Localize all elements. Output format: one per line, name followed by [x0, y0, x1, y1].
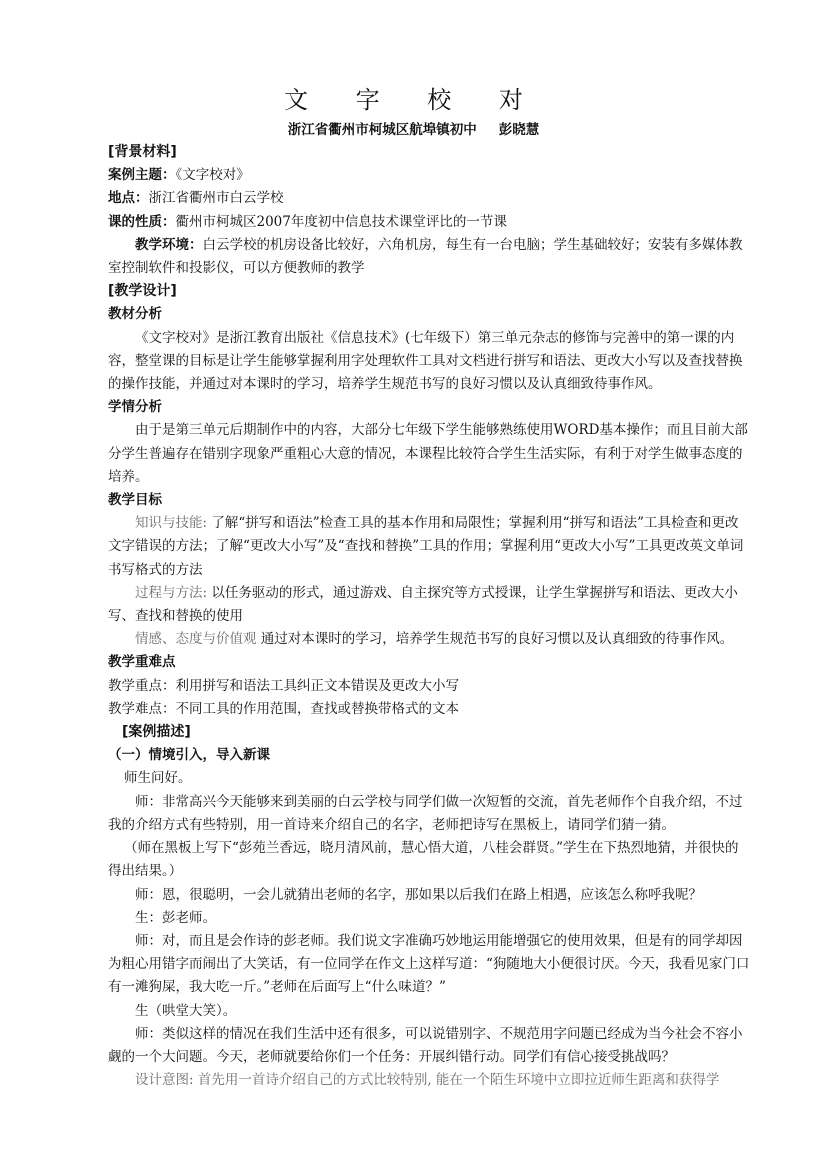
knowledge-paragraph [108, 512, 750, 582]
material-heading: 教材分析 [108, 306, 162, 323]
case-line: 师生问好。 [124, 770, 192, 787]
author-line [0, 118, 827, 138]
theme-label: 案例主题： [108, 167, 176, 184]
section-heading-case: [案例描述] [122, 724, 191, 741]
case-line: 生：彭老师。 [135, 909, 216, 926]
goals-heading: 教学目标 [108, 492, 162, 509]
theme-line [108, 164, 750, 187]
case-line: 生（哄堂大笑）。 [135, 1002, 237, 1019]
case-line: （师在黑板上写下“彭苑兰香远，晓月清风前，慧心悟大道，八桂会群贤。”学生在下热烈地猜，并很快的得出结果。） [108, 840, 739, 880]
emotion-text: 通过对本课时的学习，培养学生规范书写的良好习惯以及认真细致的待事作风。 [260, 631, 734, 648]
part1-heading: （一）情境引入，导入新课 [108, 747, 270, 764]
nature-line [108, 211, 750, 234]
student-heading: 学情分析 [108, 399, 162, 416]
key-point: 教学重点：利用拼写和语法工具纠正文本错误及更改大小写 [108, 677, 459, 694]
material-paragraph: 《文字校对》是浙江教育出版社《信息技术》(七年级下）第三单元杂志的修饰与完善中的第一课的内容，整堂课的目标是让学生能够掌握利用字处理软件工具对文档进行拼写和语法、更改大小写以及查找替换的操作技能，并通过对本课时的学习，培养学生规范书写的良好习惯以及认真细致待事作风。 [108, 329, 743, 393]
key-heading: 教学重难点 [108, 654, 176, 671]
knowledge-text: 了解“拼写和语法”检查工具的基本作用和局限性；掌握利用“拼写和语法”工具检查和更改文字错误的方法；了解“更改大小写”及“查找和替换”工具的作用；掌握利用“更改大小写”工具更改英文单词书写格式的方法 [108, 515, 744, 578]
nature-value: 衢州市柯城区2007年度初中信息技术课堂评比的一节课 [175, 213, 507, 230]
nature-label: 课的性质： [108, 213, 176, 230]
author-school: 浙江省衢州市柯城区航埠镇初中 [287, 122, 477, 138]
student-paragraph: 由于是第三单元后期制作中的内容，大部分七年级下学生能够熟练使用WORD基本操作；而且目前大部分学生普遍存在错别字现象严重粗心大意的情况，本课程比较符合学生生活实际，有利于对学生做事态度的培养。 [108, 422, 748, 485]
case-line: 师：恩，很聪明，一会儿就猜出老师的名字，那如果以后我们在路上相遇，应该怎么称呼我呢？ [135, 886, 702, 903]
place-label: 地点： [108, 190, 149, 207]
document-title: 文 字 校 对 [284, 86, 543, 114]
author-name: 彭晓慧 [498, 122, 540, 138]
process-text: 以任务驱动的形式，通过游戏、自主探究等方式授课，让学生掌握拼写和语法、更改大小写、查找和替换的使用 [108, 584, 738, 625]
process-paragraph [108, 582, 750, 628]
case-line: 师：非常高兴今天能够来到美丽的白云学校与同学们做一次短暂的交流，首先老师作个自我介绍，不过我的介绍方式有些特别，用一首诗来介绍自己的名字，老师把诗写在黑板上，请同学们猜一猜。 [108, 793, 743, 833]
environment-value: 白云学校的机房设备比较好，六角机房，每生有一台电脑；学生基础较好；安装有多媒体教室控制软件和投影仪，可以方便教师的教学 [108, 236, 743, 277]
knowledge-label: 知识与技能: [135, 515, 208, 532]
environment-paragraph [108, 234, 750, 280]
case-line: 师：类似这样的情况在我们生活中还有很多，可以说错别字、不规范用字问题已经成为当今社会不容小觑的一个大问题。今天，老师就要给你们一个任务：开展纠错行动。同学们有信心接受挑战吗？ [108, 1025, 743, 1065]
process-label: 过程与方法: [135, 584, 208, 601]
emotion-paragraph [108, 628, 750, 651]
environment-label: 教学环境： [135, 236, 203, 253]
place-value: 浙江省衢州市白云学校 [148, 190, 284, 207]
document-body [108, 141, 750, 1092]
theme-value: 《文字校对》 [175, 167, 250, 184]
difficult-point: 教学难点：不同工具的作用范围，查找或替换带格式的文本 [108, 700, 459, 717]
place-line [108, 187, 750, 210]
section-heading-design: [教学设计] [108, 283, 177, 300]
emotion-label: 情感、态度与价值观 [135, 631, 257, 648]
section-heading-background: [背景材料] [108, 144, 177, 160]
design-intent-line: 设计意图: 首先用一首诗介绍自己的方式比较特别, 能在一个陌生环境中立即拉近师生距离和获得学 [135, 1072, 720, 1089]
case-line: 师：对，而且是会作诗的彭老师。我们说文字准确巧妙地运用能增强它的使用效果，但是有的同学却因为粗心用错字而闹出了大笑话，有一位同学在作文上这样写道：“狗随地大小便很讨厌。今天，我看见家门口有一滩狗屎，我大吃一斤。”老师在后面写上“什么味道？” [108, 932, 750, 996]
